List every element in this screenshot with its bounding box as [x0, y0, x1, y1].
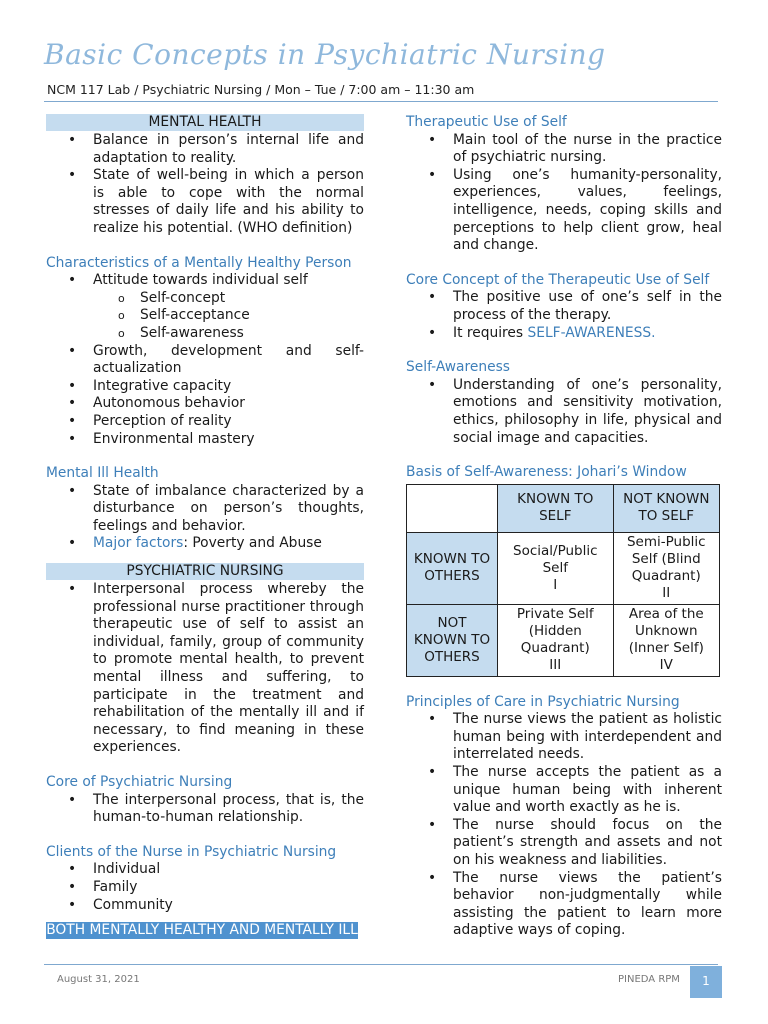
list-item: • The interpersonal process, that is, the human-to-human relationship. — [93, 792, 364, 827]
list-item: • Understanding of one’s personality, emotions and sensitivity motivation, ethics, philosophy in life, physical and social image and capacities. — [453, 377, 722, 447]
quadrant-2 — [613, 532, 719, 604]
footer-date: August 31, 2021 — [57, 974, 140, 985]
mental-ill-list — [46, 483, 364, 553]
list-item: • The nurse should focus on the patient’s strength and assets and not on his weakness and liabilities. — [453, 817, 722, 870]
clients-summary-band — [46, 922, 358, 939]
list-item: • State of imbalance characterized by a disturbance on person’s thoughts, feelings and behavior. — [93, 483, 364, 536]
therapeutic-heading: Therapeutic Use of Self — [406, 114, 567, 130]
list-item: • Main tool of the nurse in the practice of psychiatric nursing. — [453, 132, 722, 167]
list-item: • Individual — [93, 861, 364, 879]
core-heading: Core of Psychiatric Nursing — [46, 774, 233, 790]
list-item: • The nurse views the patient as holistic human being with interdependent and interrelated needs. — [453, 711, 722, 764]
quadrant-number: IV — [659, 657, 673, 674]
johari-window-table — [406, 484, 720, 677]
mental-health-band: MENTAL HEALTH — [46, 114, 364, 131]
list-item: • Interpersonal process whereby the professional nurse practitioner through therapeutic use of self to assist an individual, family, group of community to promote mental health, to prevent mental illness and suffering, to participate in the treatment and rehabilitation of the mentally ill and if necessary, to find meaning in these experiences. — [93, 581, 364, 757]
johari-heading: Basis of Self-Awareness: Johari’s Window — [406, 464, 687, 481]
psychiatric-nursing-list — [46, 581, 364, 757]
list-item: • State of well-being in which a person is able to cope with the normal stresses of daily life and his ability to realize his potential. (WHO definition) — [93, 167, 364, 237]
page-title: Basic Concepts in Psychiatric Nursing — [44, 38, 606, 71]
sub-list — [93, 290, 364, 343]
list-item: • The positive use of one’s self in the process of the therapy. — [453, 289, 722, 324]
list-item: • Growth, development and self-actualization — [93, 343, 364, 378]
quadrant-number: III — [549, 657, 562, 674]
list-item: • Integrative capacity — [93, 378, 364, 396]
list-item: • Perception of reality — [93, 413, 364, 431]
list-item: • Using one’s humanity-personality, experiences, values, feelings, intelligence, needs, coping skills and perceptions to help client grow, heal and change. — [453, 167, 722, 255]
quadrant-label: Area of the Unknown (Inner Self) — [628, 606, 704, 657]
col-header-not-known: NOT KNOWN TO SELF — [613, 484, 719, 532]
major-factors-text: : Poverty and Abuse — [183, 535, 322, 552]
page-number: 1 — [690, 966, 722, 998]
self-awareness-list — [406, 377, 722, 447]
quadrant-number: I — [553, 576, 558, 593]
course-subtitle: NCM 117 Lab / Psychiatric Nursing / Mon – Tue / 7:00 am – 11:30 am — [47, 82, 475, 97]
footer-divider — [44, 964, 718, 965]
col-header-known: KNOWN TO SELF — [498, 484, 614, 532]
quadrant-4 — [613, 604, 719, 676]
right-column — [406, 114, 722, 940]
list-item — [93, 535, 364, 553]
mental-ill-heading: Mental Ill Health — [46, 465, 159, 482]
quadrant-label: Semi-Public Self (Blind Quadrant) — [626, 534, 706, 585]
principles-heading: Principles of Care in Psychiatric Nursing — [406, 693, 680, 710]
left-column — [46, 114, 364, 940]
self-awareness-heading: Self-Awareness — [406, 359, 510, 376]
list-item: • Family — [93, 879, 364, 897]
self-awareness-highlight: SELF-AWARENESS. — [527, 324, 656, 341]
list-item — [93, 272, 364, 342]
list-item: • Environmental mastery — [93, 431, 364, 449]
characteristics-heading: Characteristics of a Mentally Healthy Person — [46, 254, 352, 271]
core-concept-heading: Core Concept of the Therapeutic Use of Self — [406, 271, 710, 288]
quadrant-number: II — [662, 585, 671, 602]
mental-health-list — [46, 132, 364, 238]
list-item: • The nurse accepts the patient as a unique human being with inherent value and worth exactly as he is. — [453, 764, 722, 817]
list-item: • Balance in person’s internal life and adaptation to reality. — [93, 132, 364, 167]
sub-list-item: o Self-awareness — [140, 325, 364, 343]
psychiatric-nursing-band: PSYCHIATRIC NURSING — [46, 563, 364, 580]
clients-summary-text: BOTH MENTALLY HEALTHY AND MENTALLY ILL — [46, 922, 358, 939]
requires-text: It requires — [453, 324, 528, 341]
row-header-known: KNOWN TO OTHERS — [407, 532, 498, 604]
clients-heading: Clients of the Nurse in Psychiatric Nursing — [46, 843, 337, 860]
header-divider — [44, 101, 718, 102]
list-item: • Autonomous behavior — [93, 395, 364, 413]
quadrant-label: Social/Public Self — [513, 542, 598, 576]
quadrant-3 — [498, 604, 614, 676]
sub-list-item: o Self-concept — [140, 290, 364, 308]
footer-author: PINEDA RPM — [618, 974, 680, 985]
core-list — [46, 792, 364, 827]
row-header-not-known: NOT KNOWN TO OTHERS — [407, 604, 498, 676]
major-factors-label: Major factors — [93, 535, 184, 552]
characteristics-list — [46, 272, 364, 448]
list-item: • The nurse views the patient’s behavior non-judgmentally while assisting the patient to learn more adaptive ways of coping. — [453, 870, 722, 940]
sub-list-item: o Self-acceptance — [140, 307, 364, 325]
principles-list — [406, 711, 722, 940]
list-item: • Community — [93, 897, 364, 915]
clients-list — [46, 861, 364, 914]
quadrant-1 — [498, 532, 614, 604]
core-concept-list — [406, 289, 722, 342]
list-item-text: Attitude towards individual self — [93, 272, 308, 289]
quadrant-label: Private Self (Hidden Quadrant) — [516, 606, 594, 657]
list-item — [453, 325, 722, 343]
therapeutic-list — [406, 132, 722, 255]
corner-cell — [407, 484, 498, 532]
